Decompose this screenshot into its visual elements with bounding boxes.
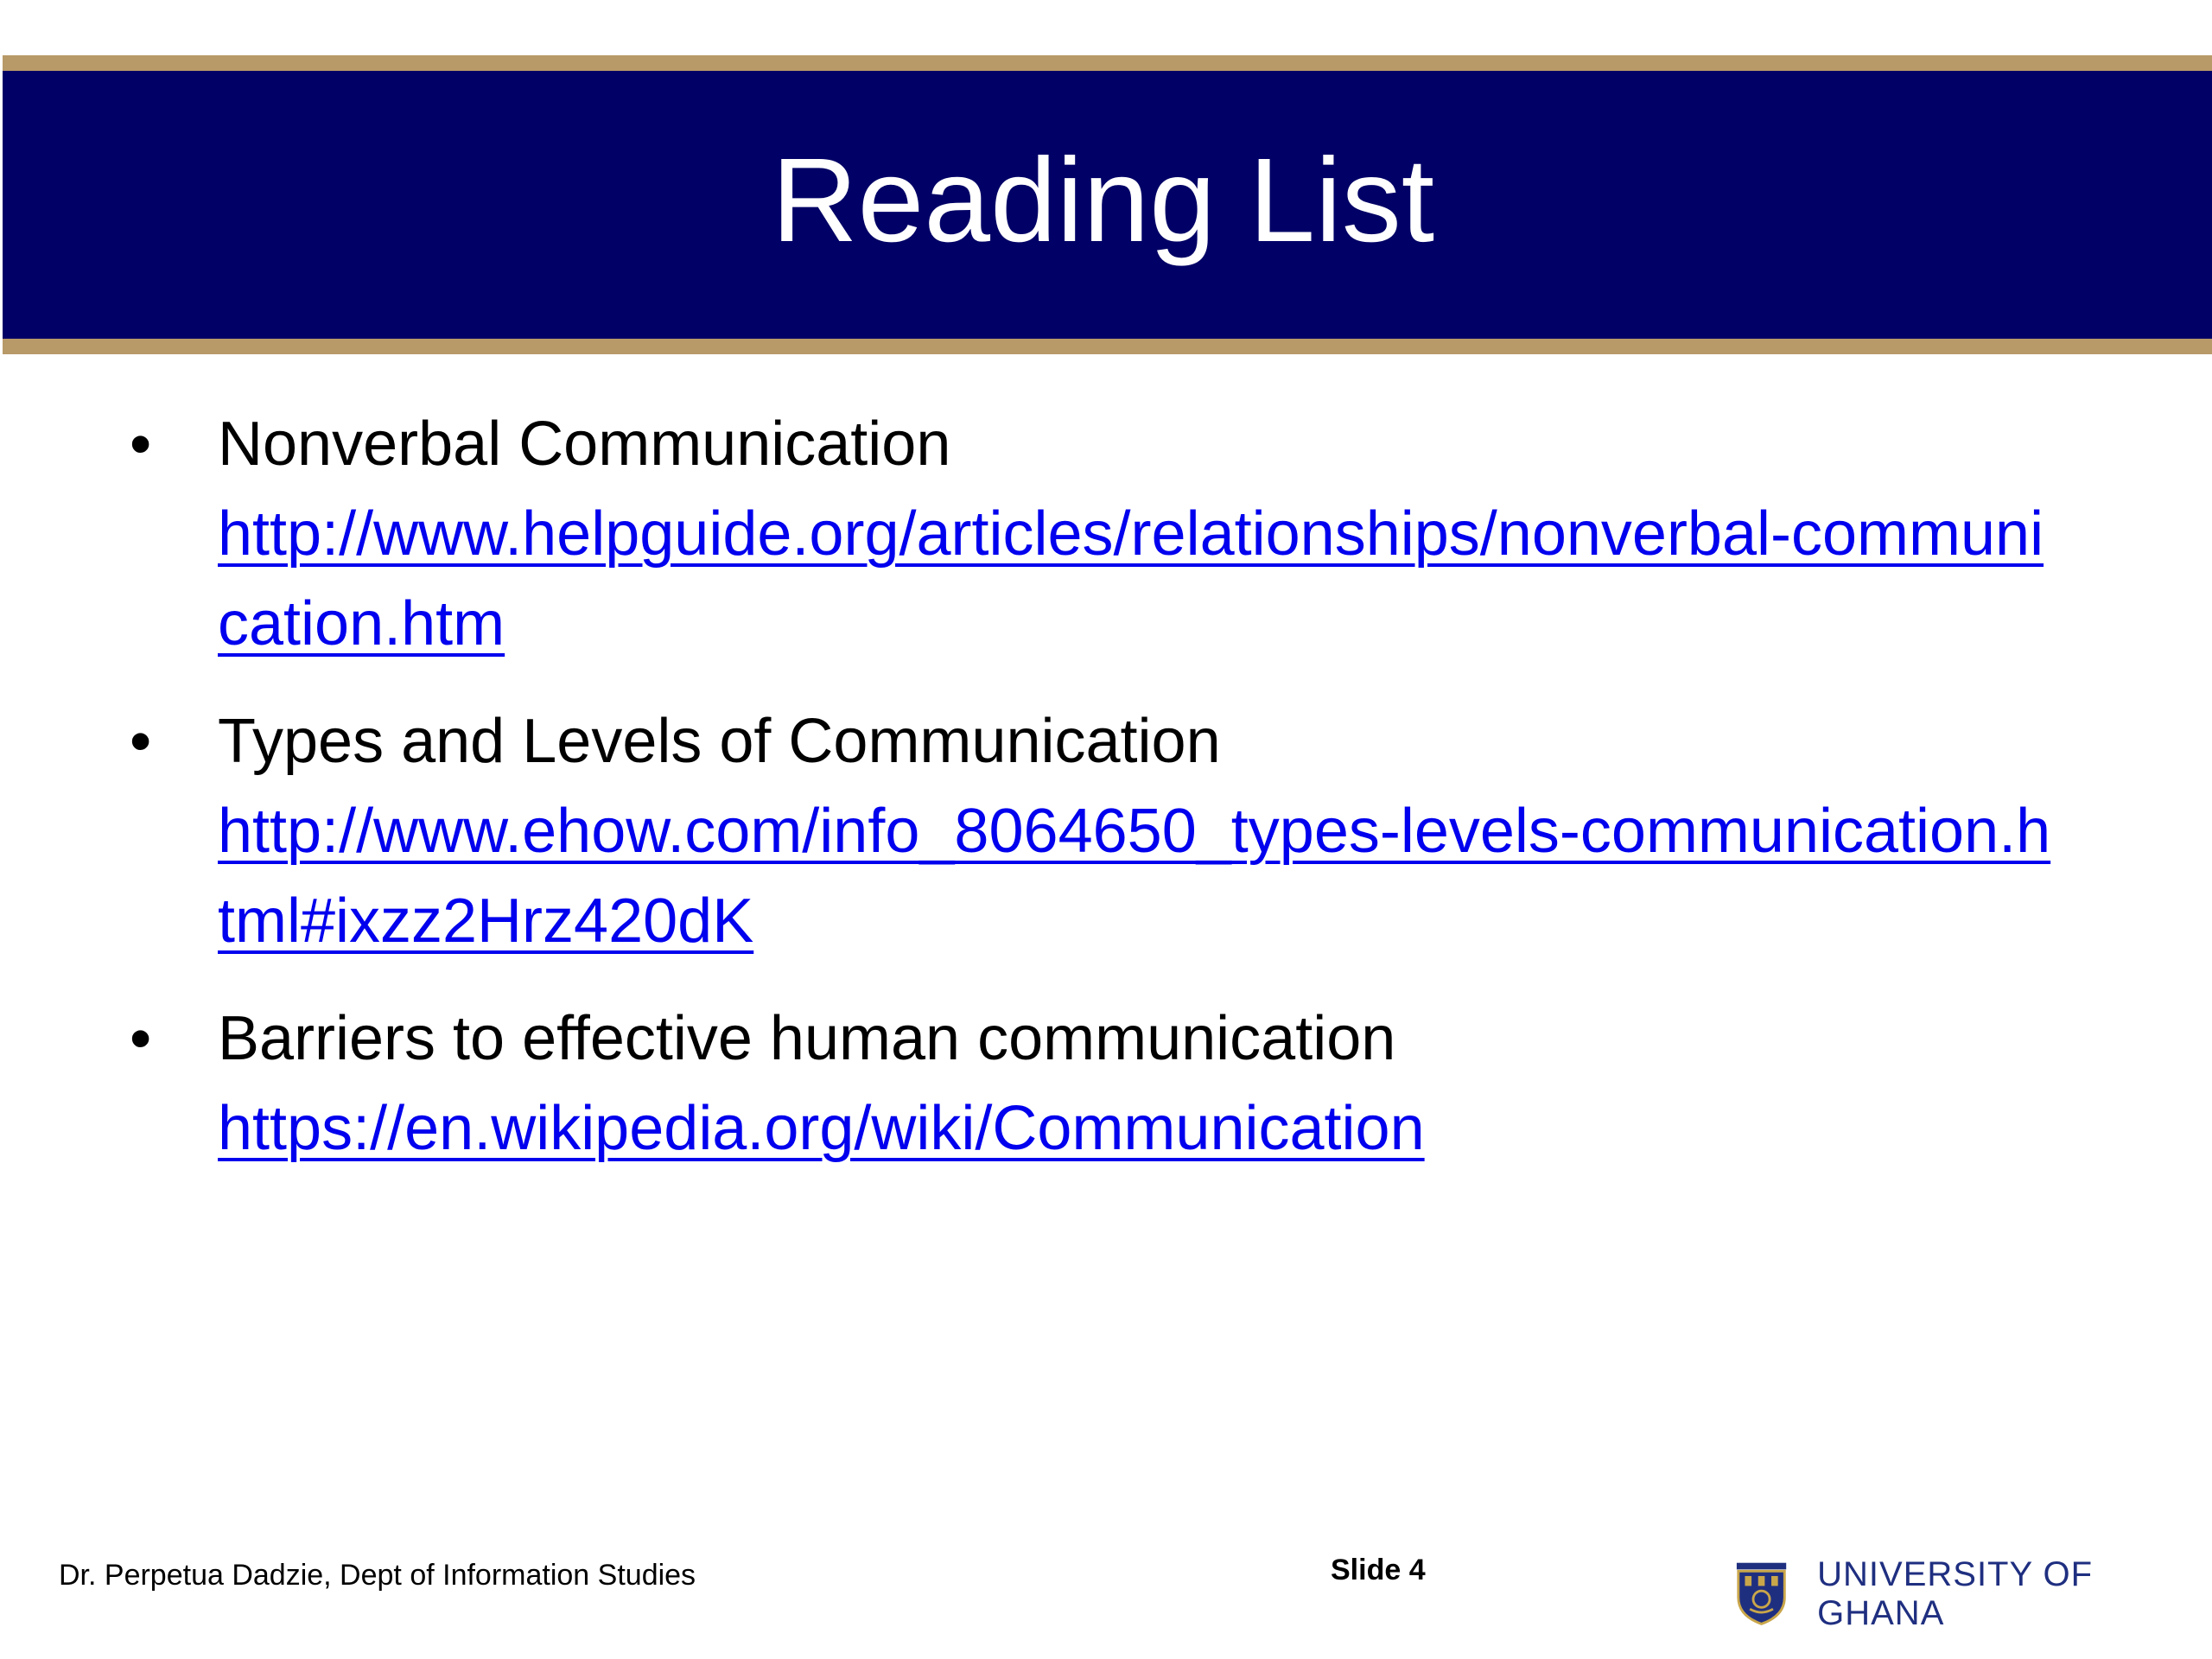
gold-bar-bottom [3, 339, 2212, 354]
reading-item-title: Types and Levels of Communication [218, 707, 1221, 776]
footer-author: Dr. Perpetua Dadzie, Dept of Information Studies [59, 1559, 696, 1592]
university-crest-icon [1735, 1560, 1788, 1629]
reading-item-link[interactable]: https://en.wikipedia.org/wiki/Communication [218, 1094, 1425, 1163]
title-band [3, 71, 2212, 339]
reading-item-title: Barriers to effective human communication [218, 1004, 1396, 1073]
reading-item [130, 696, 2117, 966]
reading-item [130, 399, 2117, 669]
gold-bar-top [3, 55, 2212, 71]
reading-list [130, 399, 2117, 1201]
slide-number: Slide 4 [1331, 1554, 1426, 1586]
university-name: UNIVERSITY OF GHANA [1817, 1555, 2094, 1632]
bullet: • [130, 410, 152, 479]
reading-item-title: Nonverbal Communication [218, 410, 951, 479]
bullet: • [130, 707, 152, 776]
reading-item-link[interactable]: http://www.helpguide.org/articles/relationships/nonverbal-communication.htm [218, 499, 2044, 658]
university-logo [1735, 1555, 2212, 1633]
slide-title: Reading List [771, 134, 1435, 267]
reading-item-link[interactable]: http://www.ehow.com/info_8064650_types-levels-communication.html#ixzz2Hrz420dK [218, 797, 2051, 956]
reading-item [130, 994, 2117, 1173]
bullet: • [130, 1004, 152, 1073]
